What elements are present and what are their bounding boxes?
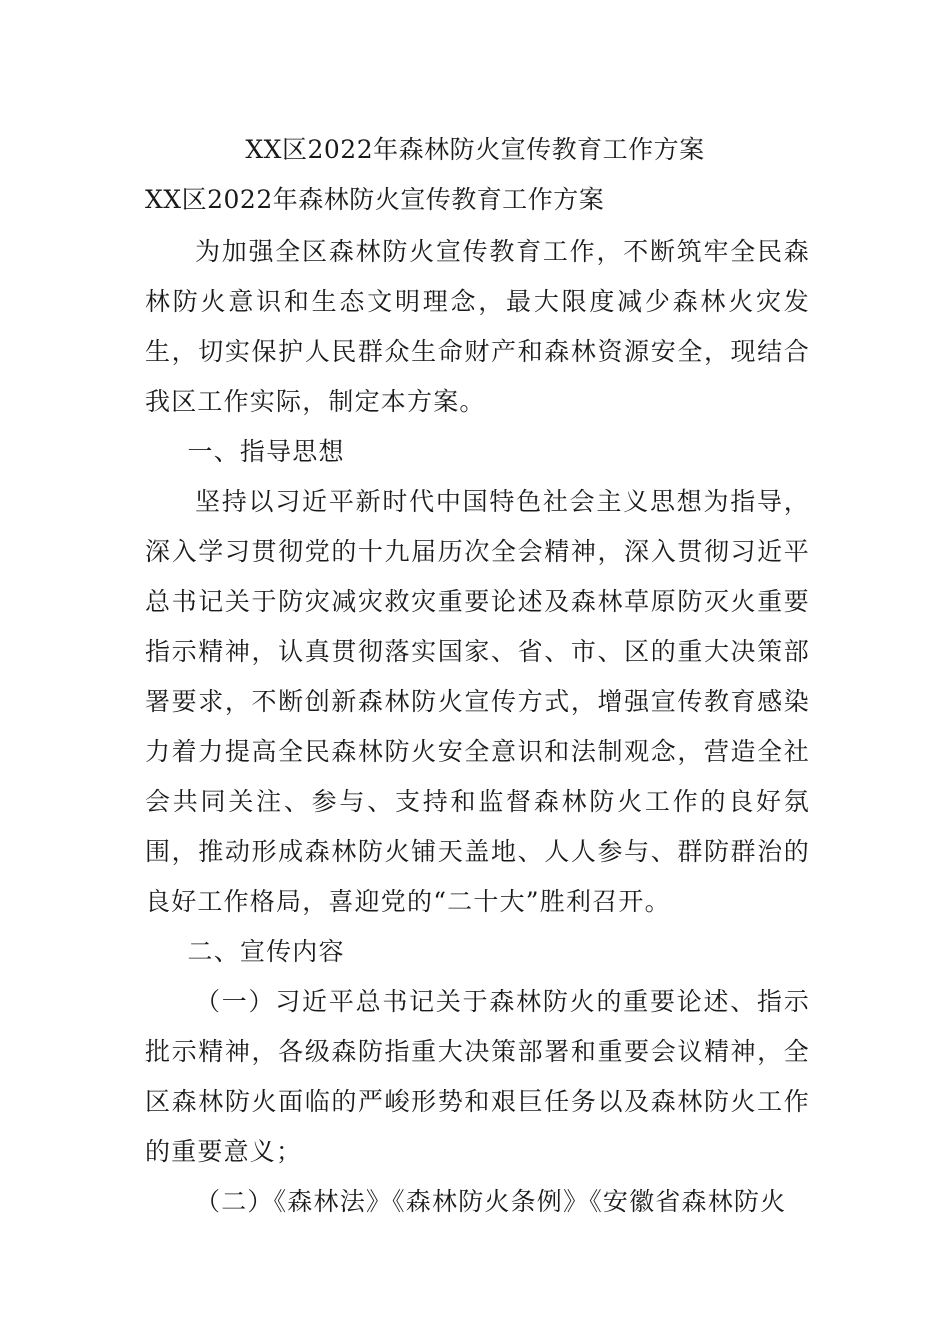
publicity-item-1: （一）习近平总书记关于森林防火的重要论述、指示批示精神，各级森防指重大决策部署和重要会议精神，全区森林防火面临的严峻形势和艰巨任务以及森林防火工作的重要意义； <box>145 987 810 1166</box>
document-subtitle: XX区2022年森林防火宣传教育工作方案 <box>145 185 605 214</box>
intro-paragraph: 为加强全区森林防火宣传教育工作，不断筑牢全民森林防火意识和生态文明理念，最大限度减少森林火灾发生，切实保护人民群众生命财产和森林资源安全，现结合我区工作实际，制定本方案。 <box>145 237 810 416</box>
publicity-item-2: （二）《森林法》《森林防火条例》《安徽省森林防火 <box>195 1187 787 1216</box>
section-heading-publicity-content: 二、宣传内容 <box>187 937 345 966</box>
document-title: XX区2022年森林防火宣传教育工作方案 <box>245 135 705 164</box>
guiding-ideology-paragraph: 坚持以习近平新时代中国特色社会主义思想为指导，深入学习贯彻党的十九届历次全会精神，深入贯彻习近平总书记关于防灾减灾救灾重要论述及森林草原防灭火重要指示精神，认真贯彻落实国家、省、市、区的重大决策部署要求，不断创新森林防火宣传方式，增强宣传教育感染力着力提高全民森林防火安全意识和法制观念，营造全社会共同关注、参与、支持和监督森林防火工作的良好氛围，推动形成森林防火铺天盖地、人人参与、群防群治的良好工作格局，喜迎党的“二十大”胜利召开。 <box>145 487 810 916</box>
document-body <box>145 227 810 1227</box>
section-heading-guiding-ideology: 一、指导思想 <box>187 437 345 466</box>
